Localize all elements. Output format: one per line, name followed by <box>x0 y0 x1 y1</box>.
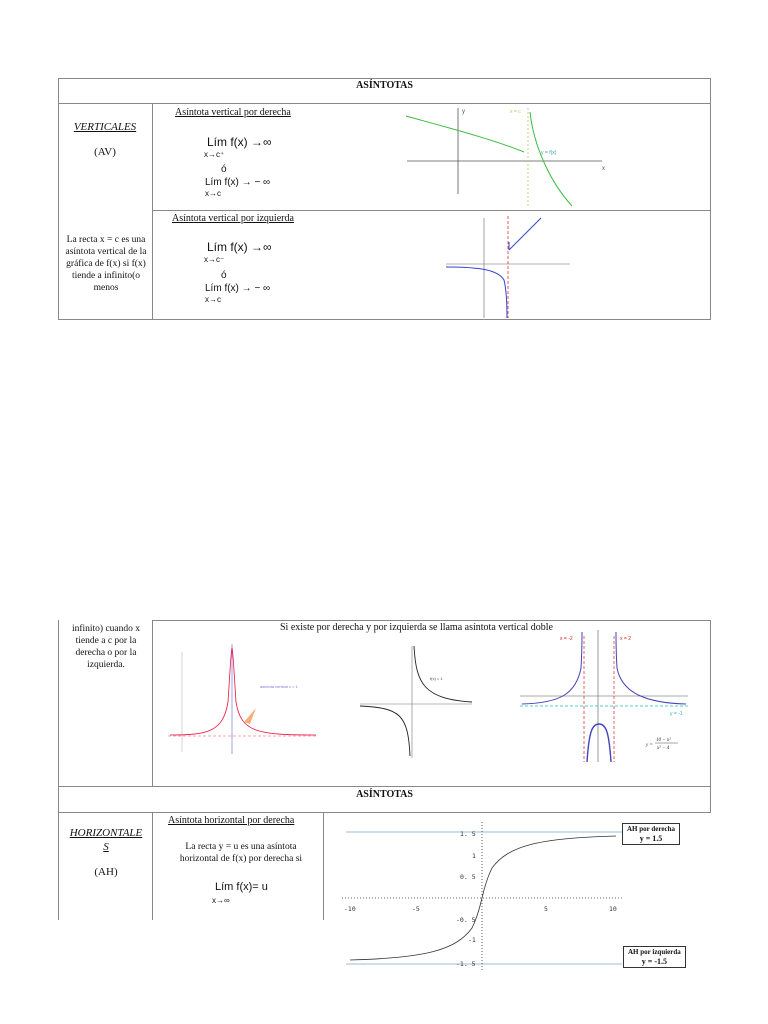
verticales-description: La recta x = c es una asíntota vertical de la gráfica de f(x) si f(x) tiende a infinito(o menos <box>65 235 147 293</box>
ah-lim: Lím f(x)= u <box>215 881 268 893</box>
function-line-right <box>509 218 541 250</box>
graph-double-spike <box>168 642 318 764</box>
ah-heading: Asíntota horizontal por derecha <box>168 815 295 826</box>
ah-right-tag <box>622 823 680 845</box>
row1-heading: Asíntota vertical por derecha <box>175 107 291 118</box>
graph-horizontal-asymptote <box>326 818 626 970</box>
section2-right-border <box>710 620 711 786</box>
horizontales-label-a: HORIZONTALE <box>69 827 143 839</box>
section1-title-row-divider <box>58 103 711 104</box>
tick-y-1: 1 <box>472 852 476 860</box>
ah-lim-sub: x→∞ <box>212 896 230 905</box>
function-curve-right <box>414 646 472 702</box>
label-y-neg1: y = -1 <box>670 711 683 717</box>
graph-double-vertical <box>520 628 696 764</box>
graph-right-asymptote <box>402 104 610 208</box>
ah-right-tag-line2: y = 1.5 <box>639 834 663 843</box>
ah-left-tag <box>623 946 686 968</box>
horizontales-label-b: S <box>103 841 109 853</box>
section2-top-border <box>152 620 711 621</box>
tick-x-5: 5 <box>544 905 548 913</box>
tick-y-neg0.5: -0. 5 <box>456 916 476 924</box>
axis-y-label: y <box>462 109 465 115</box>
row1-lim2-sub: x→c <box>205 189 221 198</box>
section1-title: ASÍNTOTAS <box>356 80 413 91</box>
ah-left-tag-line2: y = -1.5 <box>641 957 667 966</box>
ah-right-tag-line1: AH por derecha <box>627 825 675 833</box>
verticales-label: VERTICALES <box>73 121 137 133</box>
tick-y-neg1.5: -1. 5 <box>456 960 476 968</box>
row2-lim2-sub: x→c <box>205 295 221 304</box>
tick-x-neg5: -5 <box>412 905 420 913</box>
axis-x-label: x <box>602 166 605 172</box>
function-curve-left <box>446 267 507 318</box>
label-x-eq-c: x = c <box>510 109 521 115</box>
function-curve-right <box>530 112 572 206</box>
tick-y-0.5: 0. 5 <box>460 873 476 881</box>
row2-lim2: Lím f(x) → − ∞ <box>205 283 271 294</box>
graph-annotation: asintota vertical x = 1 <box>260 684 298 689</box>
row1-or: ó <box>221 164 227 175</box>
section2-title-bottom <box>58 812 711 813</box>
row2-heading: Asíntota vertical por izquierda <box>172 213 294 224</box>
section2-graphs-bottom <box>58 786 711 787</box>
curve-left <box>522 632 582 704</box>
tick-y-neg1: -1 <box>468 936 476 944</box>
curve-right <box>616 632 686 704</box>
section1-col-divider-1 <box>152 103 153 320</box>
ah-description: La recta y = u es una asíntota horizontal de f(x) por derecha si <box>179 842 303 864</box>
double-asymptote-text: Si existe por derecha y por izquierda se llama asíntota vertical doble <box>280 622 553 633</box>
row1-lim1: Lím f(x) →∞ <box>207 135 272 149</box>
tick-x-10: 10 <box>609 905 617 913</box>
section2-col-divider-bottom-2 <box>323 812 324 920</box>
graph-annotation: f(x) = 1 <box>430 676 443 681</box>
row2-lim1-sub: x→c⁻ <box>204 255 225 264</box>
formula-den: x² − 4 <box>657 746 670 751</box>
function-curve-left <box>360 706 410 756</box>
tick-x-neg10: -10 <box>344 905 356 913</box>
section1-row-divider <box>152 210 711 211</box>
row1-lim2: Lím f(x) → − ∞ <box>205 177 271 188</box>
tick-y-1.5: 1. 5 <box>460 830 476 838</box>
verticales-description-cont: infinito) cuando x tiende a c por la derecha o por la izquierda. <box>71 624 141 670</box>
section2-left-border <box>58 620 59 920</box>
label-y-eq-fx: y = f(x) <box>541 150 557 156</box>
label-x-neg2: x = -2 <box>560 636 573 642</box>
graph-hyperbola <box>360 644 472 758</box>
function-curve <box>170 648 316 735</box>
ah-abbr: (AH) <box>94 866 118 878</box>
row2-or: ó <box>221 270 227 281</box>
curve-middle <box>587 724 611 762</box>
row2-lim1: Lím f(x) →∞ <box>207 240 272 254</box>
section2-title: ASÍNTOTAS <box>356 789 413 800</box>
pointer-arrow <box>244 708 256 724</box>
ah-left-tag-line1: AH por izquierda <box>628 948 681 956</box>
section1-table <box>58 78 711 320</box>
row1-lim1-sub: x→c⁺ <box>204 150 225 159</box>
section2-col-divider-top <box>152 620 153 786</box>
formula-lhs: y = <box>646 743 653 748</box>
formula-num: 10 − x² <box>656 738 671 743</box>
graph-left-asymptote <box>446 214 572 318</box>
label-x-pos2: x = 2 <box>620 636 631 642</box>
section2-col-divider-bottom <box>152 812 153 920</box>
av-abbr: (AV) <box>94 146 116 158</box>
function-curve-left <box>406 116 524 152</box>
